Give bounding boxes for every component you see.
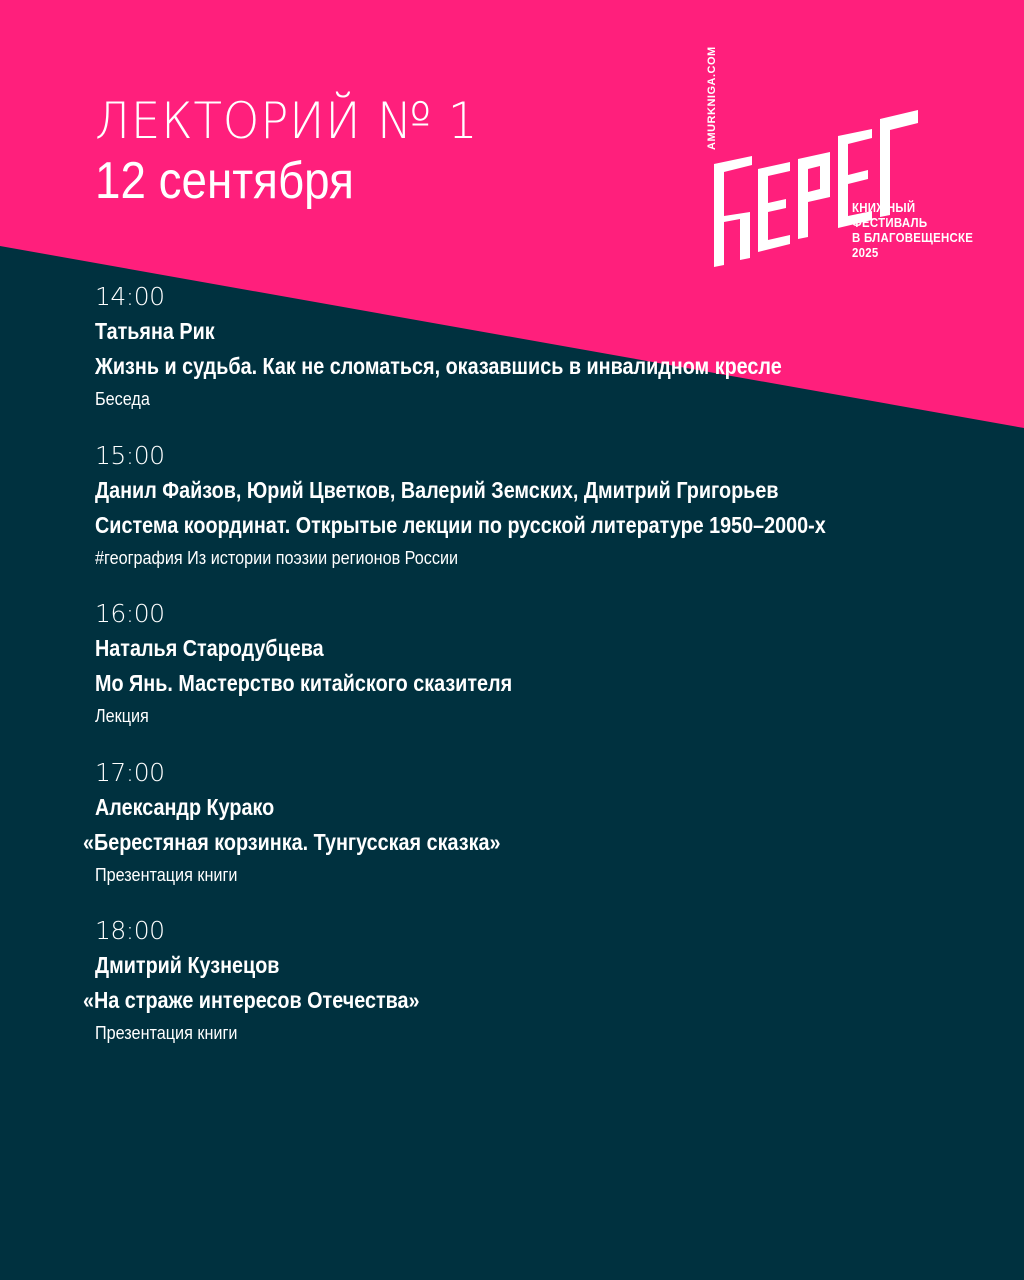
- event-time: 17:00: [95, 757, 165, 787]
- event-title: «На страже интересов Отечества»: [83, 987, 420, 1013]
- event-speaker: Наталья Стародубцева: [95, 635, 324, 661]
- schedule-item: [95, 599, 975, 758]
- logo-caption-line: КНИЖНЫЙ: [852, 200, 916, 215]
- header: [95, 92, 507, 212]
- event-time: 18:00: [95, 916, 165, 945]
- event-type: #география Из истории поэзии регионов России: [95, 547, 459, 568]
- page-title: ЛЕКТОРИЙ № 1: [95, 92, 479, 150]
- logo-caption-line: ФЕСТИВАЛЬ: [852, 215, 928, 230]
- event-title: Мо Янь. Мастерство китайского сказителя: [95, 670, 513, 696]
- event-time: 14:00: [95, 282, 165, 311]
- event-speaker: Татьяна Рик: [95, 318, 215, 344]
- event-speaker: Александр Курако: [95, 793, 275, 820]
- logo-url: AMURKNIGA.COM: [706, 46, 718, 150]
- event-title: Жизнь и судьба. Как не сломаться, оказавшись в инвалидном кресле: [95, 353, 782, 379]
- logo-caption: [852, 200, 973, 260]
- event-title: Система координат. Открытые лекции по русской литературе 1950–2000-х: [95, 511, 826, 538]
- schedule-item: [83, 916, 975, 1075]
- event-type: Презентация книги: [95, 1023, 238, 1043]
- schedule-item: [95, 282, 975, 441]
- event-type: Лекция: [95, 706, 149, 726]
- event-time: 15:00: [95, 440, 165, 470]
- schedule-item: [95, 441, 975, 600]
- event-time: 16:00: [95, 599, 165, 628]
- event-title: «Берестяная корзинка. Тунгусская сказка»: [83, 828, 501, 855]
- event-speaker: Данил Файзов, Юрий Цветков, Валерий Земских, Дмитрий Григорьев: [95, 476, 779, 503]
- schedule-list: [83, 282, 975, 1075]
- logo-caption-line: В БЛАГОВЕЩЕНСКЕ: [852, 230, 974, 245]
- event-type: Беседа: [95, 389, 150, 409]
- event-speaker: Дмитрий Кузнецов: [95, 952, 280, 978]
- event-type: Презентация книги: [95, 864, 238, 885]
- logo-caption-line: 2025: [852, 245, 879, 260]
- event-date: 12 сентября: [95, 152, 354, 210]
- schedule-item: [83, 757, 975, 917]
